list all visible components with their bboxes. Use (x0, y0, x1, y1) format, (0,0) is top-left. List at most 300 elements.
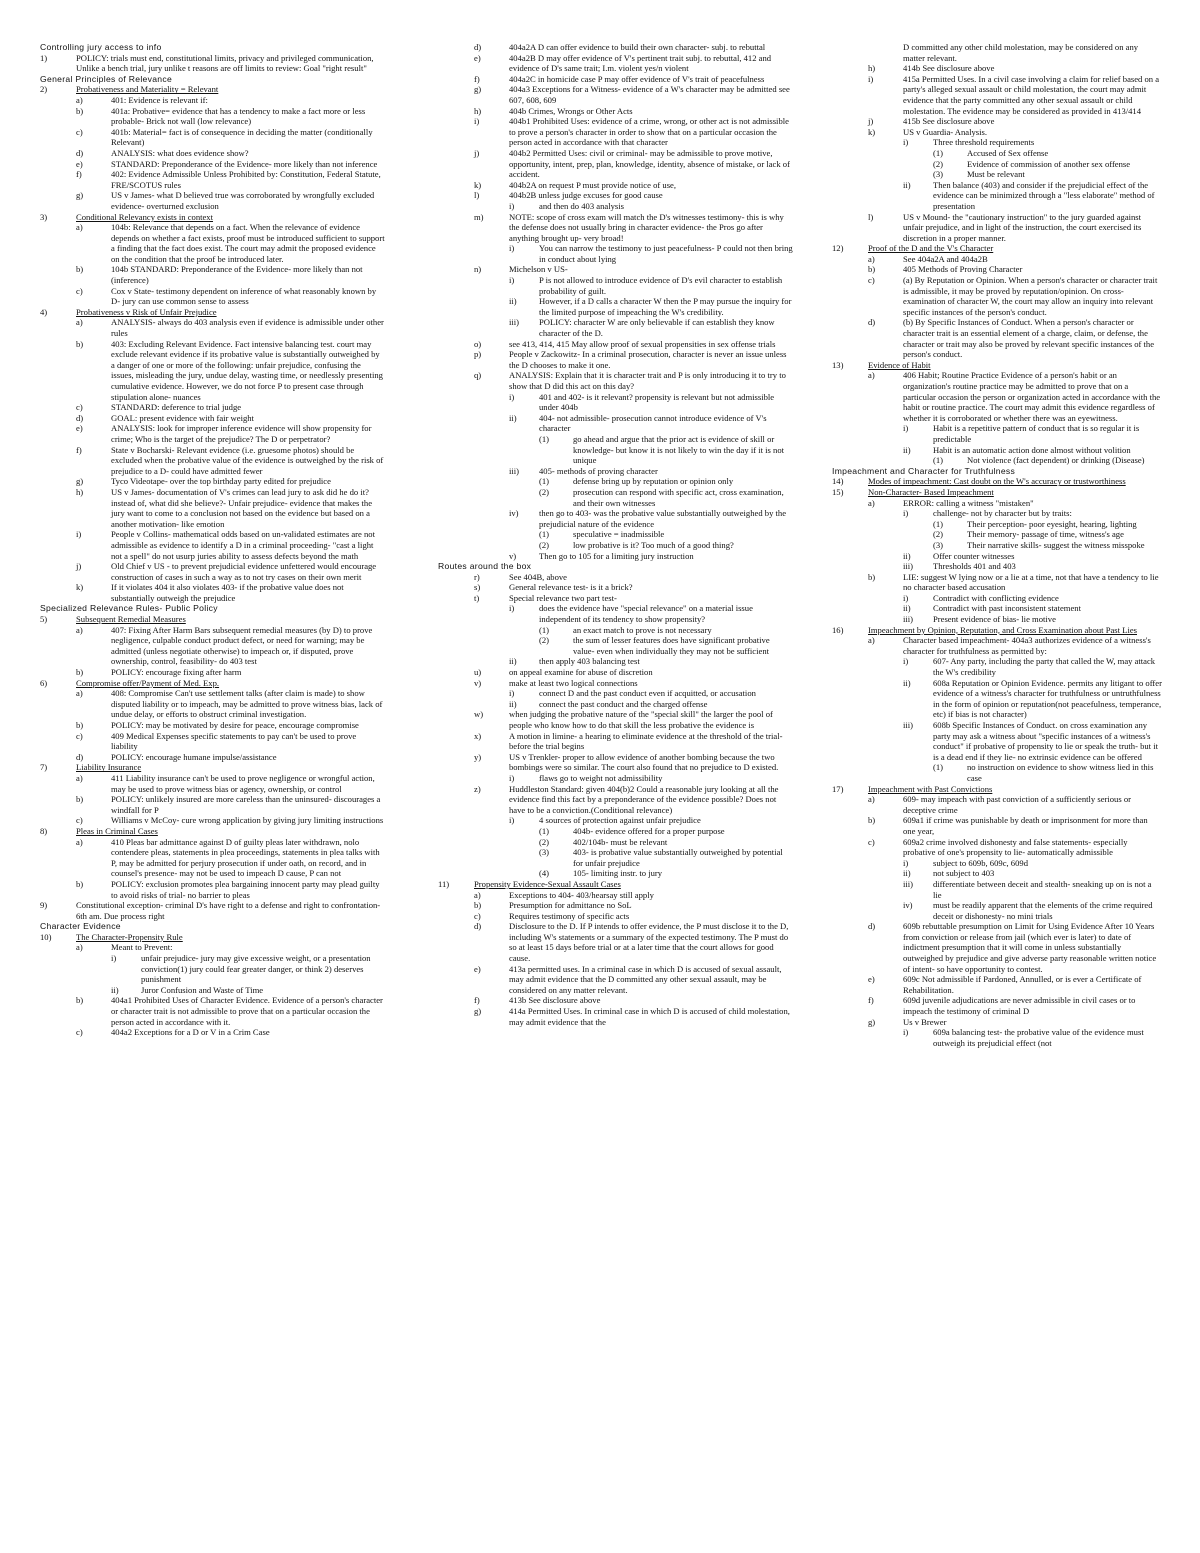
outline-item (438, 392, 793, 413)
outline-item (832, 762, 1162, 783)
section-heading: Controlling jury access to info (40, 42, 162, 52)
outline-text: Then go to 105 for a limiting jury instruction (539, 550, 694, 561)
outline-text: 404b- evidence offered for a proper purpose (573, 825, 725, 836)
outline-item (832, 243, 1162, 254)
outline-item (40, 667, 385, 678)
outline-text: Presumption for admittance no SoL (509, 900, 632, 911)
outline-marker: 11) (438, 878, 450, 889)
outline-marker: b) (76, 720, 84, 730)
outline-text: Subsequent Remedial Measures (76, 614, 186, 625)
outline-text: POLICY: trials must end, constitutional limits, privacy and privileged communication, Unlike a bench trial, jury unlike t reasons are off limits to review: Goal "right result" (76, 52, 374, 74)
outline-marker: c) (868, 836, 875, 847)
outline-text: 402/104b- must be relevant (573, 836, 668, 847)
outline-marker: b) (76, 264, 84, 275)
outline-item (438, 837, 793, 848)
outline-item (832, 169, 1162, 180)
outline-marker: c) (76, 402, 83, 413)
outline-item (438, 413, 793, 434)
outline-marker: (2) (539, 539, 550, 550)
outline-item (832, 423, 1162, 444)
outline-marker: g) (474, 1006, 482, 1017)
outline-text: If it violates 404 it also violates 403- if the probative value does not substantially outweigh the prejudice (111, 582, 344, 603)
outline-item (40, 529, 385, 561)
outline-text: Michelson v US- (509, 264, 568, 275)
outline-item (438, 180, 793, 191)
outline-marker: ii) (509, 656, 517, 667)
outline-marker: a) (76, 222, 83, 233)
outline-item (438, 317, 793, 338)
outline-item (438, 296, 793, 317)
outline-text: not subject to 403 (933, 868, 995, 879)
outline-marker: e) (474, 963, 481, 974)
outline-text: low probative is it? Too much of a good thing? (573, 539, 734, 550)
outline-marker: c) (76, 1027, 83, 1038)
outline-item (438, 190, 793, 201)
outline-text: STANDARD: Preponderance of the Evidence- more likely than not inference (111, 158, 378, 169)
outline-item (40, 932, 385, 943)
outline-text: flaws go to weight not admissibility (539, 772, 663, 783)
outline-text: US v James- documentation of V's crimes can lead jury to ask did he do it? instead of, what did she believe?- Unfair prejudice- evidence that makes the jury want to come to a conclusion not based on the evidence but based on a another motivation- like emotion (111, 486, 373, 529)
outline-marker: 17) (832, 783, 844, 794)
outline-marker: l) (474, 190, 480, 201)
outline-text: NOTE: scope of cross exam will match the D's witnesses testimony- this is why the defense does not usually bring in character evidence- the Pros go after anything brought up- very broad! (509, 211, 784, 243)
outline-item (438, 148, 793, 180)
outline-text: 404b2A on request P must provide notice of use, (509, 179, 676, 190)
outline-text: GOAL: present evidence with fair weight (111, 412, 254, 423)
outline-item (832, 837, 1162, 858)
outline-marker: e) (868, 974, 875, 985)
outline-item (438, 964, 793, 996)
outline-marker: c) (76, 285, 83, 296)
outline-text: Propensity Evidence-Sexual Assault Cases (474, 878, 621, 889)
outline-text: Non-Character- Based Impeachment (868, 486, 994, 497)
outline-item (40, 879, 385, 900)
outline-item (438, 815, 793, 826)
outline-text: People v Collins- mathematical odds based on un-validated estimates are not admissible as evidence to identify a D in a criminal proceeding- "cast a light not a spell" do not usurp juries ability to assess defects beyond the math (111, 529, 375, 561)
outline-text: Liability Insurance (76, 762, 142, 773)
outline-text: ANALYSIS- always do 403 analysis even if evidence is admissible under other rules (111, 317, 384, 339)
outline-item (40, 752, 385, 763)
outline-item (438, 1006, 793, 1027)
outline-marker: 3) (40, 211, 48, 222)
outline-item (40, 413, 385, 424)
outline-marker: (3) (539, 847, 550, 858)
outline-marker: o) (474, 338, 482, 349)
outline-item (832, 995, 1162, 1016)
outline-marker: f) (76, 444, 82, 455)
section-heading: Routes around the box (438, 561, 532, 572)
outline-item (832, 159, 1162, 170)
outline-marker: h) (868, 63, 876, 74)
outline-text: must be readily apparent that the elements of the crime required deceit or dishonesty- no mini trials (933, 900, 1153, 921)
outline-marker: b) (868, 571, 876, 582)
outline-text: Three threshold requirements (933, 137, 1035, 148)
outline-item (832, 360, 1162, 371)
outline-item (438, 476, 793, 487)
column-left (40, 42, 385, 1038)
outline-text: 405- methods of proving character (539, 465, 658, 476)
outline-marker: v) (509, 550, 517, 561)
outline-marker: c) (76, 126, 83, 137)
outline-text: connect the past conduct and the charged offense (539, 698, 708, 709)
outline-item (40, 106, 385, 127)
outline-text: The Character-Propensity Rule (76, 931, 183, 942)
outline-text: 609b rebuttable presumption on Limit for Using Evidence After 10 Years from conviction or release from jail (which ever is later) to date of indictment presumption that it will come in unless substantially outweighed by prejudice and give adverse party reasonable written notice of intent- so have opportunity to contest. (903, 921, 1157, 974)
outline-item (832, 148, 1162, 159)
outline-marker: i) (111, 953, 117, 964)
outline-text: 401 and 402- is it relevant? propensity is relevant but not admissible under 404b (539, 391, 775, 413)
outline-marker: (3) (933, 169, 944, 180)
outline-text: D committed any other child molestation, may be considered on any matter relevant. (903, 42, 1139, 63)
outline-marker: i) (509, 275, 515, 286)
outline-marker: 4) (40, 306, 48, 317)
outline-marker: (1) (539, 433, 550, 444)
outline-marker: e) (474, 52, 481, 63)
outline-item (40, 307, 385, 318)
outline-text: 104b STANDARD: Preponderance of the Evidence- more likely than not (inference) (111, 264, 363, 286)
outline-item (438, 900, 793, 911)
column-right (832, 42, 1162, 1048)
outline-marker: ii) (903, 868, 911, 879)
outline-item (40, 148, 385, 159)
outline-marker: ii) (903, 677, 911, 688)
outline-item (40, 423, 385, 444)
outline-text: 402: Evidence Admissible Unless Prohibited by: Constitution, Federal Statute, FRE/SCOTUS rules (111, 169, 381, 190)
outline-text: ANALYSIS: look for improper inference evidence will show propensity for crime; Who is the target of the prejudice? The D or perpetrator? (111, 423, 372, 444)
outline-item (832, 603, 1162, 614)
outline-marker: ii) (509, 412, 517, 423)
outline-marker: i) (903, 508, 909, 519)
outline-item (40, 286, 385, 307)
outline-marker: z) (474, 783, 481, 794)
outline-item (438, 911, 793, 922)
outline-marker: j) (868, 116, 874, 127)
outline-text: 404a2A D can offer evidence to build their own character- subj. to rebuttal (509, 42, 766, 52)
outline-text: Cox v State- testimony dependent on inference of what reasonably known by D- jury can use common sense to assess (111, 285, 377, 307)
outline-marker: h) (76, 486, 84, 497)
outline-text: US v Guardia- Analysis. (903, 126, 988, 137)
outline-text: 404a1 Prohibited Uses of Character Evidence. Evidence of a person's character or character trait is not admissible to prove that on a particular occasion the person acted in accordance with it. (111, 995, 383, 1027)
outline-marker: c) (76, 815, 83, 826)
outline-item (40, 826, 385, 837)
outline-item (832, 42, 1162, 63)
outline-text: However, if a D calls a character W then the P may pursue the inquiry for the limited purpose of impeaching the W's credibility. (539, 296, 792, 317)
outline-text: POLICY: unlikely insured are more careless than the uninsured- discourages a windfall for P (111, 794, 381, 815)
outline-item (438, 275, 793, 296)
outline-item (832, 625, 1162, 636)
outline-item (832, 317, 1162, 359)
outline-marker: 10) (40, 931, 52, 942)
outline-marker: b) (76, 338, 84, 349)
outline-item (832, 879, 1162, 900)
outline-marker: (1) (539, 825, 550, 836)
outline-text: no instruction on evidence to show witness lied in this case (967, 762, 1154, 783)
outline-item (438, 540, 793, 551)
outline-item (832, 635, 1162, 656)
outline-marker: n) (474, 264, 482, 275)
outline-text: Character based impeachment- 404a3 authorizes evidence of a witness's character for truthfulness as permitted by: (903, 635, 1151, 656)
outline-text: Contradict with conflicting evidence (933, 592, 1059, 603)
outline-text: 405 Methods of Proving Character (903, 264, 1023, 275)
outline-text: Meant to Prevent: (111, 942, 173, 953)
outline-item (832, 275, 1162, 317)
outline-marker: d) (474, 42, 482, 52)
outline-item (40, 582, 385, 603)
outline-text: Evidence of commission of another sex offense (967, 158, 1131, 169)
outline-marker: b) (76, 995, 84, 1006)
outline-marker: 12) (832, 243, 844, 254)
outline-item (438, 84, 793, 105)
outline-marker: ii) (509, 296, 517, 307)
outline-text: Disclosure to the D. If P intends to offer evidence, the P must disclose it to the D, including W's statements or a summary of the expected testimony. The P must do so at least 15 days before trial or at a later time that the court allows for good cause. (509, 921, 789, 964)
outline-marker: j) (76, 561, 82, 572)
outline-text: 607- Any party, including the party that called the W, may attack the W's credibility (933, 656, 1156, 678)
outline-marker: y) (474, 751, 482, 762)
outline-text: 404a2B D may offer evidence of V's pertinent trait subj. to rebuttal, 412 and evidence of D's same trait; I.m. violent yes/n violent (509, 52, 772, 74)
outline-item (832, 858, 1162, 869)
outline-text: Must be relevant (967, 169, 1025, 180)
outline-marker: d) (76, 412, 84, 423)
outline-item (438, 339, 793, 350)
outline-text: Accused of Sex offense (967, 147, 1049, 158)
outline-marker: i) (474, 116, 480, 127)
outline-text: Then balance (403) and consider if the prejudicial effect of the evidence can be minimized through a "less elaborate" method of presentation (933, 179, 1155, 211)
outline-text: 401a: Probative= evidence that has a tendency to make a fact more or less probable- Brick not wall (low relevance) (111, 105, 366, 127)
outline-text: 406 Habit; Routine Practice Evidence of a person's habit or an organization's routine practice may be admitted to prove that on a particular occasion the person or organization acted in accordance with the habit or routine practice. The court may admit this evidence regardless of whether it is corroborated or whether there was an eyewitness. (903, 370, 1161, 423)
outline-item (832, 784, 1162, 795)
outline-marker: (2) (539, 635, 550, 646)
outline-text: (b) By Specific Instances of Conduct. When a person's character or character trait is an essential element of a charge, claim, or defense, the character or trait may also be proved by relevant specific instances of the person's conduct. (903, 317, 1155, 360)
outline-marker: i) (903, 857, 909, 868)
outline-text: US v Trenkler- proper to allow evidence of another bombing because the two bombings were so similar. The court also found that no prejudice to D existed. (509, 751, 779, 773)
outline-item (438, 212, 793, 244)
outline-text: P is not allowed to introduce evidence of D's evil character to establish probability of guilt. (539, 275, 783, 296)
outline-text: People v Zackowitz- In a criminal prosecution, character is never an issue unless the D chooses to make it one. (509, 349, 787, 370)
outline-text: 608b Specific Instances of Conduct. on cross examination any party may ask a witness about "specific instances of a witness's conduct" if probative of propensity to lie or speak the truth- but it is a dead end if they lie- no extrinsic evidence can be offered (933, 720, 1158, 762)
outline-item (832, 815, 1162, 836)
outline-item (40, 720, 385, 731)
outline-marker: a) (76, 942, 83, 953)
outline-item (832, 63, 1162, 74)
outline-marker: x) (474, 730, 482, 741)
outline-item (832, 137, 1162, 148)
outline-item (438, 593, 793, 604)
outline-text: 404b1 Prohibited Uses: evidence of a crime, wrong, or other act is not admissible to prove a person's character in order to show that on a particular occasion the person acted in accordance with that character (509, 116, 789, 148)
outline-item (40, 731, 385, 752)
outline-item (438, 731, 793, 752)
outline-marker: i) (903, 656, 909, 667)
outline-item (832, 180, 1162, 212)
section-heading: Specialized Relevance Rules- Public Policy (40, 603, 218, 614)
outline-marker: iii) (903, 878, 914, 889)
outline-text: 413b See disclosure above (509, 995, 601, 1006)
outline-text: challenge- not by character but by traits: (933, 508, 1072, 519)
outline-marker: d) (474, 921, 482, 932)
outline-text: 408: Compromise Can't use settlement talks (after claim is made) to show disputed liability or to impeach, may be admitted to prove witness bias, lack of undue delay, or efforts to obstruct criminal investigation. (111, 688, 383, 720)
outline-item (438, 106, 793, 117)
outline-text: POLICY: character W are only believable if can establish they know character of the D. (539, 317, 775, 339)
outline-text: 415a Permitted Uses. In a civil case involving a claim for relief based on a party's alleged sexual assault or child molestation, the court may admit evidence that the party committed any other sexual assault or child molestation. The evidence may be considered as provided in 413/414 (903, 73, 1160, 116)
outline-text: POLICY: encourage fixing after harm (111, 667, 242, 678)
outline-item (40, 678, 385, 689)
outline-marker: d) (76, 751, 84, 762)
outline-text: 403- is probative value substantially outweighed by potential for unfair prejudice (573, 847, 783, 868)
outline-item (40, 995, 385, 1027)
outline-item (40, 1027, 385, 1038)
outline-text: go ahead and argue that the prior act is evidence of skill or knowledge- but know it is not likely to win the day if it is not unique (573, 433, 785, 466)
outline-marker: r) (474, 571, 480, 582)
outline-item (40, 900, 385, 921)
outline-text: 404b Crimes, Wrongs or Other Acts (509, 105, 633, 116)
outline-marker: g) (868, 1016, 876, 1027)
outline-marker: 1) (40, 52, 48, 63)
outline-text: Thresholds 401 and 403 (933, 561, 1016, 572)
outline-text: Not violence (fact dependent) or drinking (Disease) (967, 455, 1145, 466)
outline-item (40, 614, 385, 625)
outline-item (832, 455, 1162, 466)
outline-item (438, 847, 793, 868)
outline-text: when judging the probative nature of the "special skill" the larger the pool of people who know how to do that skill the less probative the evidence is (509, 709, 773, 730)
outline-marker: (2) (933, 158, 944, 169)
outline-marker: d) (868, 317, 876, 328)
outline-marker: t) (474, 592, 480, 603)
outline-marker: a) (868, 794, 875, 805)
outline-item (40, 837, 385, 879)
outline-text: 609a2 crime involved dishonesty and false statements- especially probative of one's propensity to lie- automatically admissible (903, 836, 1128, 858)
outline-item (832, 529, 1162, 540)
outline-marker: (1) (933, 762, 944, 773)
outline-item (438, 53, 793, 74)
outline-marker: (1) (933, 518, 944, 529)
outline-marker: a) (76, 836, 83, 847)
outline-text: General relevance test- is it a brick? (509, 582, 633, 593)
outline-marker: iii) (903, 614, 914, 625)
outline-item (438, 508, 793, 529)
outline-item (832, 614, 1162, 625)
outline-marker: 6) (40, 677, 48, 688)
outline-marker: 8) (40, 825, 48, 836)
outline-text: 608a Reputation or Opinion Evidence. permits any litigant to offer evidence of a witness's character for truthfulness or untruthfulness in the form of opinion or reputation(not peacefulness, temperance, etc) if bias is not character) (933, 677, 1162, 720)
outline-marker: d) (76, 147, 84, 158)
outline-item (832, 74, 1162, 116)
outline-text: an exact match to prove is not necessary (573, 624, 712, 635)
outline-item (438, 572, 793, 583)
outline-marker: a) (868, 635, 875, 646)
outline-marker: c) (474, 910, 481, 921)
outline-item (438, 784, 793, 816)
outline-item (438, 42, 793, 53)
outline-marker: i) (509, 603, 515, 614)
outline-item (832, 127, 1162, 138)
outline-item (832, 561, 1162, 572)
outline-text: US v Mound- the "cautionary instruction" to the jury guarded against unfair prejudice, and in light of the instruction, the court exercised its discretion in a proper manner. (903, 211, 1142, 243)
outline-text: Present evidence of bias- lie motive (933, 614, 1056, 625)
outline-marker: i) (903, 137, 909, 148)
outline-item (438, 264, 793, 275)
outline-text: Juror Confusion and Waste of Time (141, 984, 264, 995)
outline-marker: i) (903, 592, 909, 603)
outline-marker: a) (868, 497, 875, 508)
outline-item (438, 868, 793, 879)
outline-text: Conditional Relevancy exists in context (76, 211, 213, 222)
outline-item (438, 243, 793, 264)
outline-marker: iv) (509, 508, 519, 519)
outline-marker: a) (868, 253, 875, 264)
outline-marker: l) (868, 211, 874, 222)
outline-item (832, 551, 1162, 562)
outline-marker: (1) (539, 529, 550, 540)
outline-text: Special relevance two part test- (509, 592, 617, 603)
outline-text: 411 Liability insurance can't be used to prove negligence or wrongful action, may be used to prove witness bias or agency, ownership, or control (111, 772, 375, 794)
outline-marker: f) (474, 73, 480, 84)
outline-marker: b) (76, 667, 84, 678)
outline-text: 104b: Relevance that depends on a fact. When the relevance of evidence depends on whether a fact exists, proof must be introduced sufficient to support a finding that the fact does exist. The court may admit the proposed evidence on the condition that the proof be introduced later. (111, 222, 385, 264)
outline-marker: b) (868, 264, 876, 275)
outline-item (832, 498, 1162, 509)
outline-marker: (3) (933, 539, 944, 550)
outline-marker: ii) (903, 444, 911, 455)
outline-text: 409 Medical Expenses specific statements to pay can't be used to prove liability (111, 730, 357, 752)
outline-marker: p) (474, 349, 482, 360)
outline-text: Probativeness and Materiality = Relevant (76, 84, 219, 95)
outline-marker: b) (868, 815, 876, 826)
outline-item (40, 815, 385, 826)
outline-text: Habit is a repetitive pattern of conduct that is so regular it is predictable (933, 423, 1140, 444)
outline-text: Pleas in Criminal Cases (76, 825, 158, 836)
outline-text: POLICY: may be motivated by desire for peace, encourage compromise (111, 720, 359, 730)
outline-marker: k) (868, 126, 876, 137)
outline-item (438, 625, 793, 636)
section-heading: Impeachment and Character for Truthfulness (832, 465, 1016, 476)
outline-marker: e) (76, 423, 83, 434)
outline-text: 410 Pleas bar admittance against D of guilty pleas later withdrawn, nolo contendere pleas, statements in plea proceedings, statements in plea talks with P, may be admitted for perjury prosecution if under oath, on record, and in counsel's presence- may not be used to impeach D cause, P can not (111, 836, 380, 879)
outline-marker: (1) (539, 476, 550, 487)
outline-marker: m) (474, 211, 484, 222)
outline-text: Impeachment by Opinion, Reputation, and Cross Examination about Past Lies (868, 624, 1137, 635)
outline-marker: 5) (40, 614, 48, 625)
outline-marker: (1) (933, 147, 944, 158)
outline-item (438, 656, 793, 667)
outline-text: unfair prejudice- jury may give excessive weight, or a presentation conviction(1) jury could fear greater danger, or think 2) deserves punishment (141, 953, 371, 985)
outline-item (40, 212, 385, 223)
outline-item (832, 1017, 1162, 1028)
outline-marker: g) (76, 476, 84, 487)
outline-text: on appeal examine for abuse of discretion (509, 667, 653, 678)
outline-item (438, 826, 793, 837)
outline-marker: a) (76, 94, 83, 105)
outline-item (40, 985, 385, 996)
outline-text: and then do 403 analysis (539, 200, 624, 211)
outline-item (438, 667, 793, 678)
outline-item (438, 529, 793, 540)
outline-item (438, 201, 793, 212)
outline-text: ANALYSIS: Explain that it is character trait and P is only introducing it to try to show that D did this act on this day? (509, 370, 786, 391)
outline-text: Evidence of Habit (868, 359, 931, 370)
outline-text: 413a permitted uses. In a criminal case in which D is accused of sexual assault, may admit evidence that the D committed any other sexual assault, may be considered on any matter relevant. (509, 963, 782, 995)
outline-item (40, 317, 385, 338)
outline-marker: w) (474, 709, 484, 720)
outline-marker: b) (76, 878, 84, 889)
outline-text: ANALYSIS: what does evidence show? (111, 147, 249, 158)
outline-marker: 15) (832, 486, 844, 497)
outline-marker: f) (474, 995, 480, 1006)
outline-text: See 404B, above (509, 571, 567, 582)
outline-item (40, 445, 385, 477)
outline-marker: e) (76, 158, 83, 169)
outline-text: (a) By Reputation or Opinion. When a person's character or character trait is admissible, it may be proved by reputation/opinion. On cross-examination of character W, the court may allow an inquiry into relevant specific instances of the person's conduct. (903, 275, 1158, 317)
outline-item (832, 974, 1162, 995)
outline-text: Requires testimony of specific acts (509, 910, 630, 921)
